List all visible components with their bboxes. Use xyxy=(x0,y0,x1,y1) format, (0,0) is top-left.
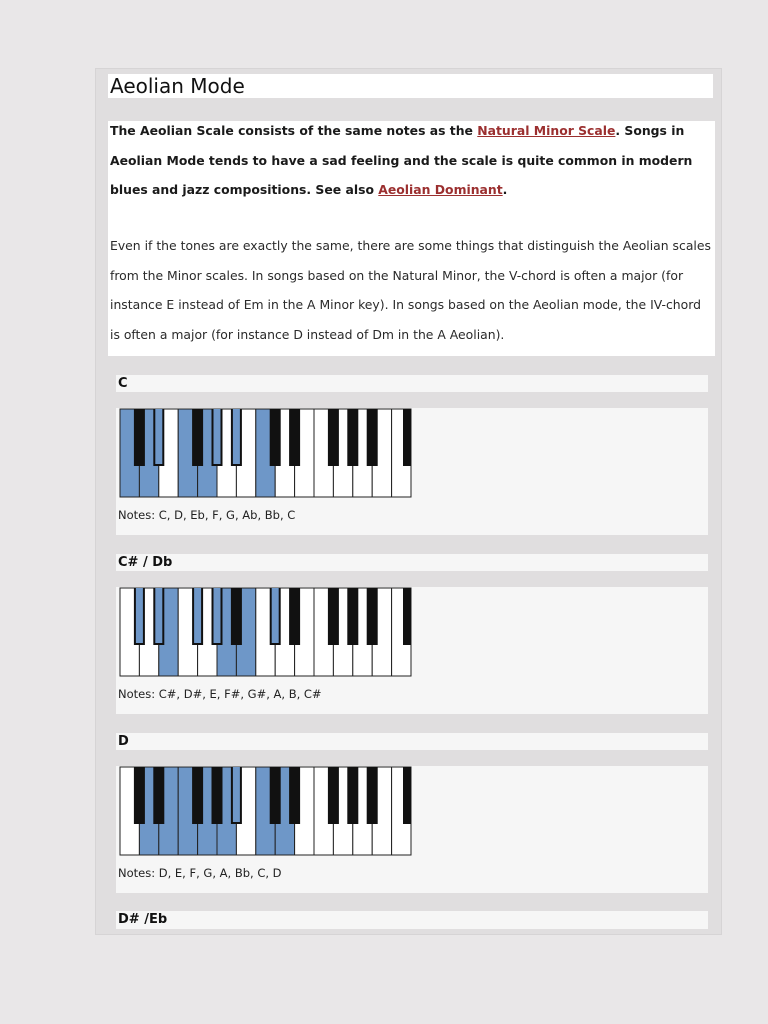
black-key xyxy=(347,767,358,824)
scale-label-d-sharp xyxy=(116,911,708,929)
intro-box xyxy=(108,121,715,356)
scale-label-c xyxy=(116,375,708,392)
black-key xyxy=(347,588,358,645)
black-key xyxy=(367,588,378,645)
intro-text-end: . xyxy=(502,182,508,197)
intro-text-middle: . Songs in Aeolian Mode tends to have a sad feeling and the scale is quite common in modern blues and jazz compositions. See also xyxy=(110,123,693,197)
black-key xyxy=(192,767,203,824)
black-key xyxy=(289,588,300,645)
scale-name: D# /Eb xyxy=(118,912,168,927)
black-key xyxy=(403,588,411,645)
black-key-highlight xyxy=(214,409,221,464)
black-key xyxy=(212,767,223,824)
black-key xyxy=(134,767,145,824)
black-key xyxy=(403,767,411,824)
black-key xyxy=(192,409,203,466)
scale-card-c xyxy=(116,408,708,535)
page-title: Aeolian Mode xyxy=(110,74,245,98)
black-key xyxy=(367,409,378,466)
natural-minor-scale-link[interactable]: Natural Minor Scale xyxy=(477,123,616,138)
aeolian-dominant-link[interactable]: Aeolian Dominant xyxy=(378,182,503,197)
document-page xyxy=(95,68,722,935)
scale-card-d xyxy=(116,766,708,893)
piano-keyboard xyxy=(119,766,414,858)
comparison-paragraph: Even if the tones are exactly the same, there are some things that distinguish the Aeolian scales from the Minor scales. In songs based on the Natural Minor, the V-chord is often a major (for instance E instead of Em in the A Minor key). In songs based on the Aeolian mode, the IV-chord is often a major (for instance D instead of Dm in the A Aeolian). xyxy=(110,238,711,343)
black-key xyxy=(134,409,145,466)
black-key-highlight xyxy=(136,588,143,643)
scale-label-c-sharp xyxy=(116,554,708,571)
black-key xyxy=(153,767,164,824)
title-box xyxy=(108,74,713,98)
black-key xyxy=(403,409,411,466)
black-key xyxy=(289,767,300,824)
scale-notes: Notes: C#, D#, E, F#, G#, A, B, C# xyxy=(118,687,322,701)
scale-notes: Notes: C, D, Eb, F, G, Ab, Bb, C xyxy=(118,508,296,522)
scale-label-d xyxy=(116,733,708,750)
scale-card-c-sharp xyxy=(116,587,708,714)
black-key-highlight xyxy=(272,588,279,643)
black-key xyxy=(328,409,339,466)
black-key xyxy=(328,588,339,645)
black-key xyxy=(270,767,281,824)
scale-notes: Notes: D, E, F, G, A, Bb, C, D xyxy=(118,866,282,880)
black-key-highlight xyxy=(233,409,240,464)
scale-name: C xyxy=(118,376,128,391)
black-key xyxy=(231,588,242,645)
intro-text-start: The Aeolian Scale consists of the same notes as the xyxy=(110,123,478,138)
black-key-highlight xyxy=(194,588,201,643)
black-key xyxy=(347,409,358,466)
black-key xyxy=(289,409,300,466)
piano-keyboard xyxy=(119,408,414,500)
scale-name: D xyxy=(118,734,129,749)
black-key xyxy=(328,767,339,824)
scale-name: C# / Db xyxy=(118,555,173,570)
black-key-highlight xyxy=(214,588,221,643)
black-key-highlight xyxy=(233,767,240,822)
black-key-highlight xyxy=(155,409,162,464)
black-key xyxy=(367,767,378,824)
piano-keyboard xyxy=(119,587,414,679)
intro-paragraph xyxy=(110,116,714,205)
black-key-highlight xyxy=(155,588,162,643)
black-key xyxy=(270,409,281,466)
